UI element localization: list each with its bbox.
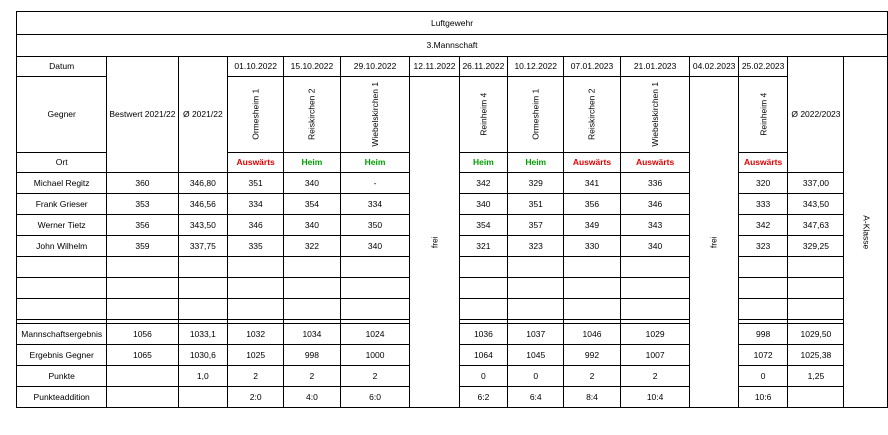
score-cell: 340	[459, 194, 508, 215]
shooter-name: Frank Grieser	[17, 194, 107, 215]
match-date: 12.11.2022	[410, 57, 459, 77]
summary-value: 1034	[284, 324, 341, 345]
score-cell	[564, 194, 621, 215]
summary-value: 8:4	[564, 387, 621, 408]
empty-cell	[564, 299, 621, 320]
score-cell	[620, 236, 690, 257]
empty-cell	[620, 299, 690, 320]
empty-cell	[284, 257, 341, 278]
summary-value: 1007	[620, 345, 690, 366]
empty-cell	[228, 299, 284, 320]
avg-value: 343,50	[788, 194, 844, 215]
score-cell: 341	[564, 173, 621, 194]
empty-cell	[459, 257, 508, 278]
title-row	[17, 12, 888, 35]
score-cell: 335	[228, 236, 284, 257]
venue-label: Auswärts	[738, 153, 788, 173]
summary-value: 4:0	[284, 387, 341, 408]
opponent-name: Ormesheim 1	[250, 88, 261, 141]
summary-value: 1000	[340, 345, 410, 366]
venue-label: Auswärts	[564, 153, 621, 173]
league-cell	[844, 57, 888, 408]
score-highlight: 351	[248, 177, 263, 188]
empty-cell	[738, 257, 788, 278]
opponent-name: Reinheim 4	[757, 93, 768, 136]
shooter-name: Michael Regitz	[17, 173, 107, 194]
team-row	[17, 35, 888, 57]
summary-label: Ergebnis Gegner	[17, 345, 107, 366]
bye-cell	[410, 77, 459, 408]
match-date: 15.10.2022	[284, 57, 341, 77]
score-highlight: 357	[528, 219, 543, 230]
score-cell: 354	[459, 215, 508, 236]
summary-value: 6:0	[340, 387, 410, 408]
score-cell: 342	[738, 215, 788, 236]
empty-cell	[459, 278, 508, 299]
score-highlight: 356	[584, 198, 600, 209]
empty-cell	[228, 278, 284, 299]
bye-label: frei	[708, 236, 719, 248]
empty-cell	[508, 278, 564, 299]
summary-highlight: 1046	[582, 328, 602, 339]
score-highlight: 340	[367, 240, 383, 251]
score-cell: 340	[284, 173, 341, 194]
score-cell: 340	[284, 215, 341, 236]
empty-cell	[508, 257, 564, 278]
summary-label: Mannschaftsergebnis	[17, 324, 107, 345]
summary-value: 2	[620, 366, 690, 387]
summary-value: 998	[738, 324, 788, 345]
avg-value: 329,25	[788, 236, 844, 257]
empty-cell	[788, 299, 844, 320]
score-cell: -	[340, 173, 410, 194]
empty-cell	[107, 278, 178, 299]
empty-cell	[107, 299, 178, 320]
score-cell: 346	[620, 194, 690, 215]
avg-prev-value: 1033,1	[178, 324, 228, 345]
empty-cell	[738, 278, 788, 299]
score-cell: 334	[228, 194, 284, 215]
avg-prev-value	[178, 387, 228, 408]
empty-cell	[738, 299, 788, 320]
empty-cell	[620, 278, 690, 299]
avg-value: 337,00	[788, 173, 844, 194]
bestwert-header: Bestwert 2021/22	[107, 57, 178, 173]
shooter-name: Werner Tietz	[17, 215, 107, 236]
avg-prev-value: 346,80	[178, 173, 228, 194]
summary-value: 1036	[459, 324, 508, 345]
best-value: 359	[107, 236, 178, 257]
team-name: 3.Mannschaft	[17, 35, 888, 57]
match-date: 21.01.2023	[620, 57, 690, 77]
avg-prev-value: 1030,6	[178, 345, 228, 366]
venue-label: Heim	[340, 153, 410, 173]
empty-cell	[107, 257, 178, 278]
ort-label: Ort	[17, 153, 107, 173]
summary-value: 1024	[340, 324, 410, 345]
summary-label: Punkte	[17, 366, 107, 387]
empty-cell	[459, 299, 508, 320]
opponent-cell	[738, 77, 788, 153]
best-value: 360	[107, 173, 178, 194]
opponent-cell	[508, 77, 564, 153]
score-cell: 334	[340, 194, 410, 215]
empty-cell	[620, 257, 690, 278]
summary-value: 0	[738, 366, 788, 387]
score-cell: 354	[284, 194, 341, 215]
match-date: 26.11.2022	[459, 57, 508, 77]
match-date: 01.10.2022	[228, 57, 284, 77]
avg-prev-value: 343,50	[178, 215, 228, 236]
summary-value: 1045	[508, 345, 564, 366]
avg-value: 1025,38	[788, 345, 844, 366]
score-cell: 322	[284, 236, 341, 257]
summary-value: 2	[284, 366, 341, 387]
opponent-cell	[228, 77, 284, 153]
venue-label: Heim	[284, 153, 341, 173]
score-cell: 329	[508, 173, 564, 194]
match-date: 04.02.2023	[690, 57, 738, 77]
summary-value: 10:4	[620, 387, 690, 408]
score-cell: 321	[459, 236, 508, 257]
summary-value: 1025	[228, 345, 284, 366]
score-cell: 342	[459, 173, 508, 194]
summary-value	[564, 324, 621, 345]
summary-value: 2	[564, 366, 621, 387]
opponent-name: Reiskirchen 2	[306, 88, 317, 141]
empty-cell	[284, 299, 341, 320]
score-cell: 349	[564, 215, 621, 236]
summary-value: 1037	[508, 324, 564, 345]
summary-value: 0	[459, 366, 508, 387]
avg-value	[788, 387, 844, 408]
empty-cell	[178, 257, 228, 278]
opponent-name: Wiebelskirchen 1	[369, 82, 380, 147]
score-cell: 336	[620, 173, 690, 194]
match-date: 10.12.2022	[508, 57, 564, 77]
opponent-name: Reiskirchen 2	[586, 88, 597, 141]
best-value	[107, 387, 178, 408]
opponent-name: Reinheim 4	[478, 93, 489, 136]
score-cell	[228, 173, 284, 194]
empty-cell	[228, 257, 284, 278]
avg-prev-header: Ø 2021/22	[178, 57, 228, 173]
opponent-cell	[564, 77, 621, 153]
summary-label: Punkteaddition	[17, 387, 107, 408]
opponent-name: Ormesheim 1	[530, 88, 541, 141]
empty-cell	[340, 299, 410, 320]
empty-cell	[178, 278, 228, 299]
opponent-cell	[340, 77, 410, 153]
venue-label: Heim	[508, 153, 564, 173]
avg-prev-value: 346,56	[178, 194, 228, 215]
score-cell	[340, 236, 410, 257]
summary-value: 1064	[459, 345, 508, 366]
match-date: 29.10.2022	[340, 57, 410, 77]
match-date: 07.01.2023	[564, 57, 621, 77]
empty-cell	[284, 278, 341, 299]
score-cell	[508, 215, 564, 236]
best-value: 1056	[107, 324, 178, 345]
score-cell: 343	[620, 215, 690, 236]
summary-value: 0	[508, 366, 564, 387]
venue-label: Auswärts	[228, 153, 284, 173]
avg-prev-value: 1,0	[178, 366, 228, 387]
gegner-label: Gegner	[17, 77, 107, 153]
shooter-name: John Wilhelm	[17, 236, 107, 257]
sheet-title: Luftgewehr	[17, 12, 888, 35]
avg-curr-header: Ø 2022/2023	[788, 57, 844, 173]
summary-value: 998	[284, 345, 341, 366]
summary-value: 2	[340, 366, 410, 387]
score-cell: 350	[340, 215, 410, 236]
empty-cell	[340, 257, 410, 278]
empty-cell	[788, 257, 844, 278]
bye-cell	[690, 77, 738, 408]
summary-value: 10:6	[738, 387, 788, 408]
score-highlight: 340	[648, 240, 663, 251]
best-value: 356	[107, 215, 178, 236]
empty-cell	[564, 278, 621, 299]
avg-prev-value: 337,75	[178, 236, 228, 257]
bye-label: frei	[429, 236, 440, 248]
summary-value: 1032	[228, 324, 284, 345]
empty-cell	[17, 299, 107, 320]
opponent-cell	[459, 77, 508, 153]
date-row	[17, 57, 888, 77]
avg-value: 1,25	[788, 366, 844, 387]
opponent-name: Wiebelskirchen 1	[649, 82, 660, 147]
avg-value: 1029,50	[788, 324, 844, 345]
empty-cell	[17, 257, 107, 278]
empty-cell	[178, 299, 228, 320]
score-cell: 320	[738, 173, 788, 194]
avg-value: 347,63	[788, 215, 844, 236]
datum-label: Datum	[17, 57, 107, 77]
summary-value: 6:4	[508, 387, 564, 408]
score-cell: 346	[228, 215, 284, 236]
summary-value: 1029	[620, 324, 690, 345]
opponent-cell	[284, 77, 341, 153]
summary-value: 1072	[738, 345, 788, 366]
opponent-cell	[620, 77, 690, 153]
empty-cell	[508, 299, 564, 320]
empty-cell	[17, 278, 107, 299]
score-cell: 323	[738, 236, 788, 257]
score-cell: 323	[508, 236, 564, 257]
score-cell: 351	[508, 194, 564, 215]
empty-cell	[340, 278, 410, 299]
results-table	[16, 11, 888, 408]
best-value: 353	[107, 194, 178, 215]
summary-value: 992	[564, 345, 621, 366]
empty-cell	[788, 278, 844, 299]
summary-value: 6:2	[459, 387, 508, 408]
best-value	[107, 366, 178, 387]
match-date: 25.02.2023	[738, 57, 788, 77]
score-cell: 330	[564, 236, 621, 257]
summary-value: 2:0	[228, 387, 284, 408]
score-cell: 333	[738, 194, 788, 215]
summary-value: 2	[228, 366, 284, 387]
venue-label: Auswärts	[620, 153, 690, 173]
league-label: A-Klasse	[860, 214, 871, 250]
best-value: 1065	[107, 345, 178, 366]
empty-cell	[564, 257, 621, 278]
venue-label: Heim	[459, 153, 508, 173]
